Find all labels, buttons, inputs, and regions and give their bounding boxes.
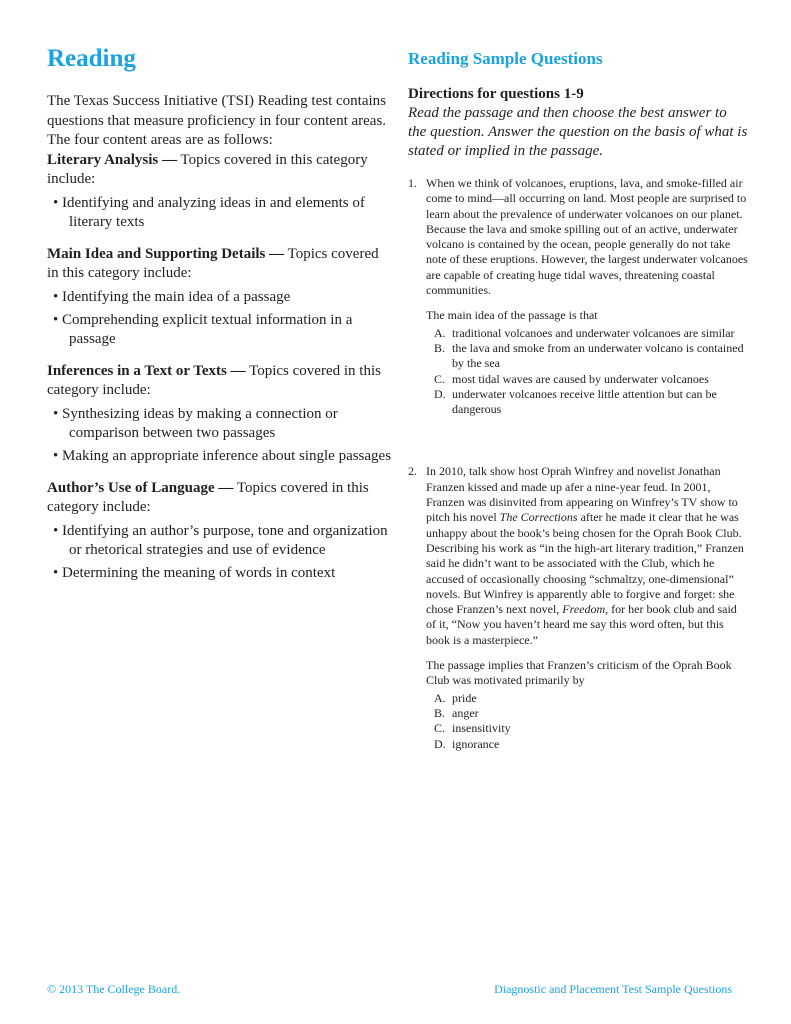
choice-letter: B. xyxy=(434,705,446,720)
answer-choice xyxy=(434,706,748,721)
list-item: • Making an appropriate inference about single passages xyxy=(53,447,392,464)
category-heading: Inferences in a Text or Texts — xyxy=(47,362,246,379)
question-number: 2. xyxy=(408,464,417,479)
answer-choice xyxy=(434,326,748,341)
choice-text: the lava and smoke from an underwater volcano is contained by the sea xyxy=(452,340,744,371)
bullet-list xyxy=(47,288,392,349)
choice-text: insensitivity xyxy=(452,721,511,736)
choice-letter: A. xyxy=(434,690,446,705)
choice-text: pride xyxy=(452,690,477,705)
answer-choice xyxy=(434,721,748,736)
directions-title: Directions for questions 1-9 xyxy=(408,86,584,102)
category-text: Topics covered in this category include: xyxy=(47,479,369,515)
choice-letter: C. xyxy=(434,371,446,386)
list-item: • Synthesizing ideas by making a connection or comparison between two passages xyxy=(53,405,338,441)
answer-choice xyxy=(434,737,748,752)
question-stem: The main idea of the passage is that xyxy=(426,308,598,323)
question-passage: When we think of volcanoes, eruptions, lava, and smoke-filled air come to mind—all occurring on land. Most people are surprised to learn about the prevalence of underwater volcanoes on our planet. Because the lava and smoke spilling out of an active, underwater volcano is contained by the ocean, people generally do not take note of these eruptions. However, the largest underwater volcanoes are capable of creating huge tidal waves, threatening coastal communities. xyxy=(426,176,748,298)
question-passage-part: In 2010, talk show host Oprah Winfrey and novelist Jonathan Franzen kissed and made up afer a nine-year feud. In 2001, Franzen was disinvited from appearing on Winfrey’s TV show to pitch his novel xyxy=(426,464,738,525)
book-title: The Corrections xyxy=(499,510,578,525)
right-column xyxy=(408,48,748,752)
answer-choices xyxy=(408,326,748,418)
choice-text: anger xyxy=(452,705,479,720)
category-text: Topics covered in this category include: xyxy=(47,151,368,187)
question-passage-part: after he made it clear that he was unhappy about the book’s being chosen for the Oprah Book Club. Describing his work as “in the high-art literary tradition,” Franzen said he didn’t want to be associated with the Club, which he accused of occasionally choosing “schmaltzy, one-dimensional” novels. But Winfrey is apparently able to forgive and forget: she chose Franzen’s next novel, xyxy=(426,510,744,617)
choice-text: ignorance xyxy=(452,736,500,751)
choice-letter: D. xyxy=(434,736,446,751)
category-authors-language xyxy=(47,479,392,583)
choice-letter: A. xyxy=(434,325,446,340)
answer-choice xyxy=(434,372,748,387)
category-text: Topics covered in this category include: xyxy=(47,362,381,398)
footer-doc-title: Diagnostic and Placement Test Sample Questions xyxy=(494,982,732,996)
bullet-list xyxy=(47,522,392,583)
category-literary-analysis xyxy=(47,151,392,232)
question-2 xyxy=(408,464,748,751)
category-heading: Author’s Use of Language — xyxy=(47,479,234,496)
list-item: • Comprehending explicit textual information in a passage xyxy=(53,311,353,347)
question-stem: The passage implies that Franzen’s criticism of the Oprah Book Club was motivated primarily by xyxy=(426,658,732,688)
question-number: 1. xyxy=(408,176,417,190)
choice-letter: C. xyxy=(434,721,446,736)
page-title: Reading xyxy=(47,45,136,72)
book-title: Freedom, xyxy=(562,602,609,617)
category-inferences xyxy=(47,362,392,466)
answer-choice xyxy=(434,691,748,706)
list-item: • Identifying and analyzing ideas in and elements of literary texts xyxy=(53,194,365,230)
list-item: • Identifying an author’s purpose, tone and organization or rhetorical strategies and use of evidence xyxy=(53,522,388,558)
choice-text: most tidal waves are caused by underwater volcanoes xyxy=(452,371,709,386)
section-title: Reading Sample Questions xyxy=(408,49,603,68)
bullet-list xyxy=(47,194,392,232)
category-main-idea xyxy=(47,245,392,349)
answer-choices xyxy=(408,691,748,752)
footer-copyright: © 2013 The College Board. xyxy=(47,982,181,996)
list-item: • Identifying the main idea of a passage xyxy=(53,288,291,305)
category-heading: Literary Analysis — xyxy=(47,151,177,168)
choice-text: underwater volcanoes receive little attention but can be dangerous xyxy=(452,386,717,417)
choice-letter: B. xyxy=(434,340,446,355)
choice-text: traditional volcanoes and underwater volcanoes are similar xyxy=(452,325,735,340)
intro-paragraph: The Texas Success Initiative (TSI) Reading test contains questions that measure proficiency in four content areas. The four content areas are as follows: xyxy=(47,93,387,148)
bullet-list xyxy=(47,405,392,466)
directions-text: Read the passage and then choose the best answer to the question. Answer the question on the basis of what is stated or implied in the passage. xyxy=(408,105,748,159)
question-1 xyxy=(408,176,748,417)
answer-choice xyxy=(434,387,748,418)
list-item: • Determining the meaning of words in context xyxy=(53,564,336,581)
left-column xyxy=(47,44,392,596)
category-heading: Main Idea and Supporting Details — xyxy=(47,245,285,262)
choice-letter: D. xyxy=(434,386,446,401)
category-text: Topics covered in this category include: xyxy=(47,245,379,281)
question-passage-part: for her book club and said of it, “Now you haven’t heard me say this word often, but this book is a masterpiece.” xyxy=(426,602,737,647)
answer-choice xyxy=(434,341,748,372)
